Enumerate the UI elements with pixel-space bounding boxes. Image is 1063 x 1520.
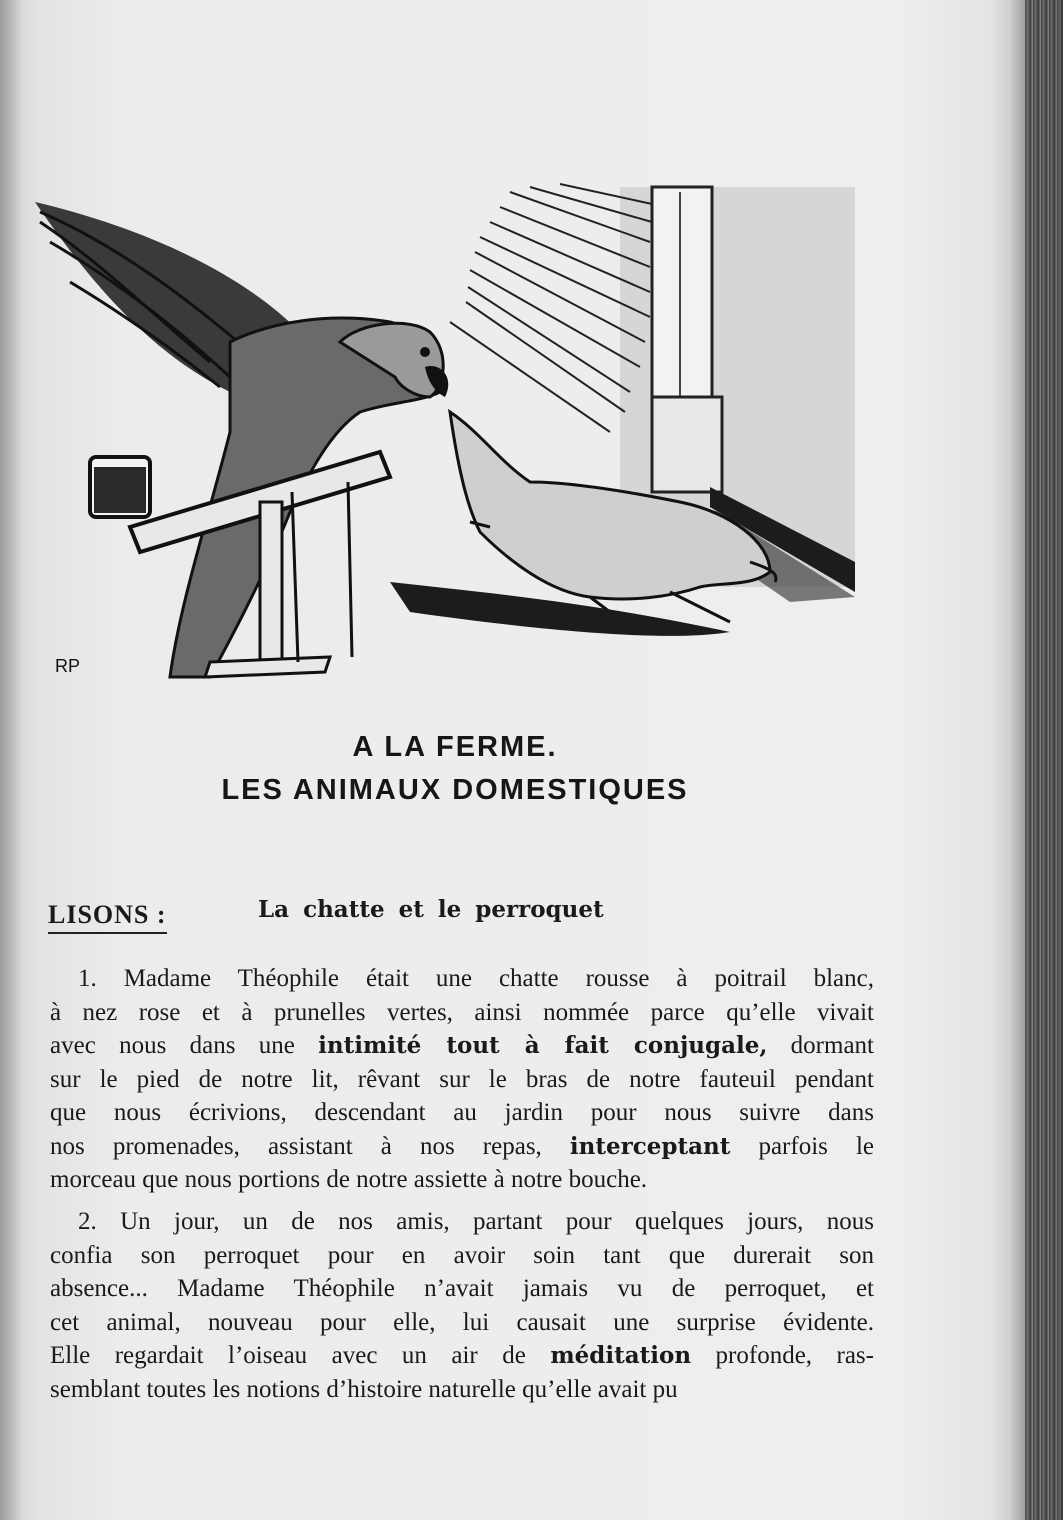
page-edges <box>1025 0 1063 1520</box>
gutter-shadow <box>0 0 22 1520</box>
text-line: cet animal, nouveau pour elle, lui causait une surprise évidente. <box>50 1308 874 1336</box>
text-line: à nez rose et à prunelles vertes, ainsi nommée parce qu’elle vivait <box>50 998 874 1026</box>
bold-term: méditation <box>550 1342 692 1369</box>
paragraph-2 <box>50 1205 874 1406</box>
story-title: La chatte et le perroquet <box>258 896 604 923</box>
text-line: nos promenades, assistant à nos repas, interceptant parfois le <box>50 1132 875 1160</box>
paragraph-1 <box>50 962 874 1197</box>
parrot-and-cat-illustration <box>30 182 860 687</box>
bold-term: intimité tout à fait conjugale, <box>318 1032 768 1059</box>
text-line: 1. Madame Théophile était une chatte rousse à poitrail blanc, <box>78 965 874 992</box>
text-line: avec nous dans une intimité tout à fait conjugale, dormant <box>50 1032 874 1059</box>
text-line: 2. Un jour, un de nos amis, partant pour quelques jours, nous <box>78 1208 874 1235</box>
text-line: semblant toutes les notions d’histoire naturelle qu’elle avait pu <box>50 1375 678 1403</box>
text-line: Elle regardait l’oiseau avec un air de méditation profonde, ras- <box>50 1342 874 1369</box>
text-line: sur le pied de notre lit, rêvant sur le bras de notre fauteuil pendant <box>50 1065 874 1093</box>
illustrator-signature: RP <box>55 656 81 676</box>
text-line: morceau que nous portions de notre assiette à notre bouche. <box>50 1166 648 1193</box>
text-line: confia son perroquet pour en avoir soin tant que durerait son <box>50 1241 874 1269</box>
section-label: LISONS : <box>48 900 167 934</box>
text-line: que nous écrivions, descendant au jardin pour nous suivre dans <box>50 1099 874 1126</box>
text-line: absence... Madame Théophile n’avait jamais vu de perroquet, et <box>50 1275 874 1302</box>
chapter-title-line1: A LA FERME. <box>352 731 558 763</box>
bold-term: interceptant <box>569 1132 731 1160</box>
chapter-title-line2: LES ANIMAUX DOMESTIQUES <box>221 774 689 806</box>
